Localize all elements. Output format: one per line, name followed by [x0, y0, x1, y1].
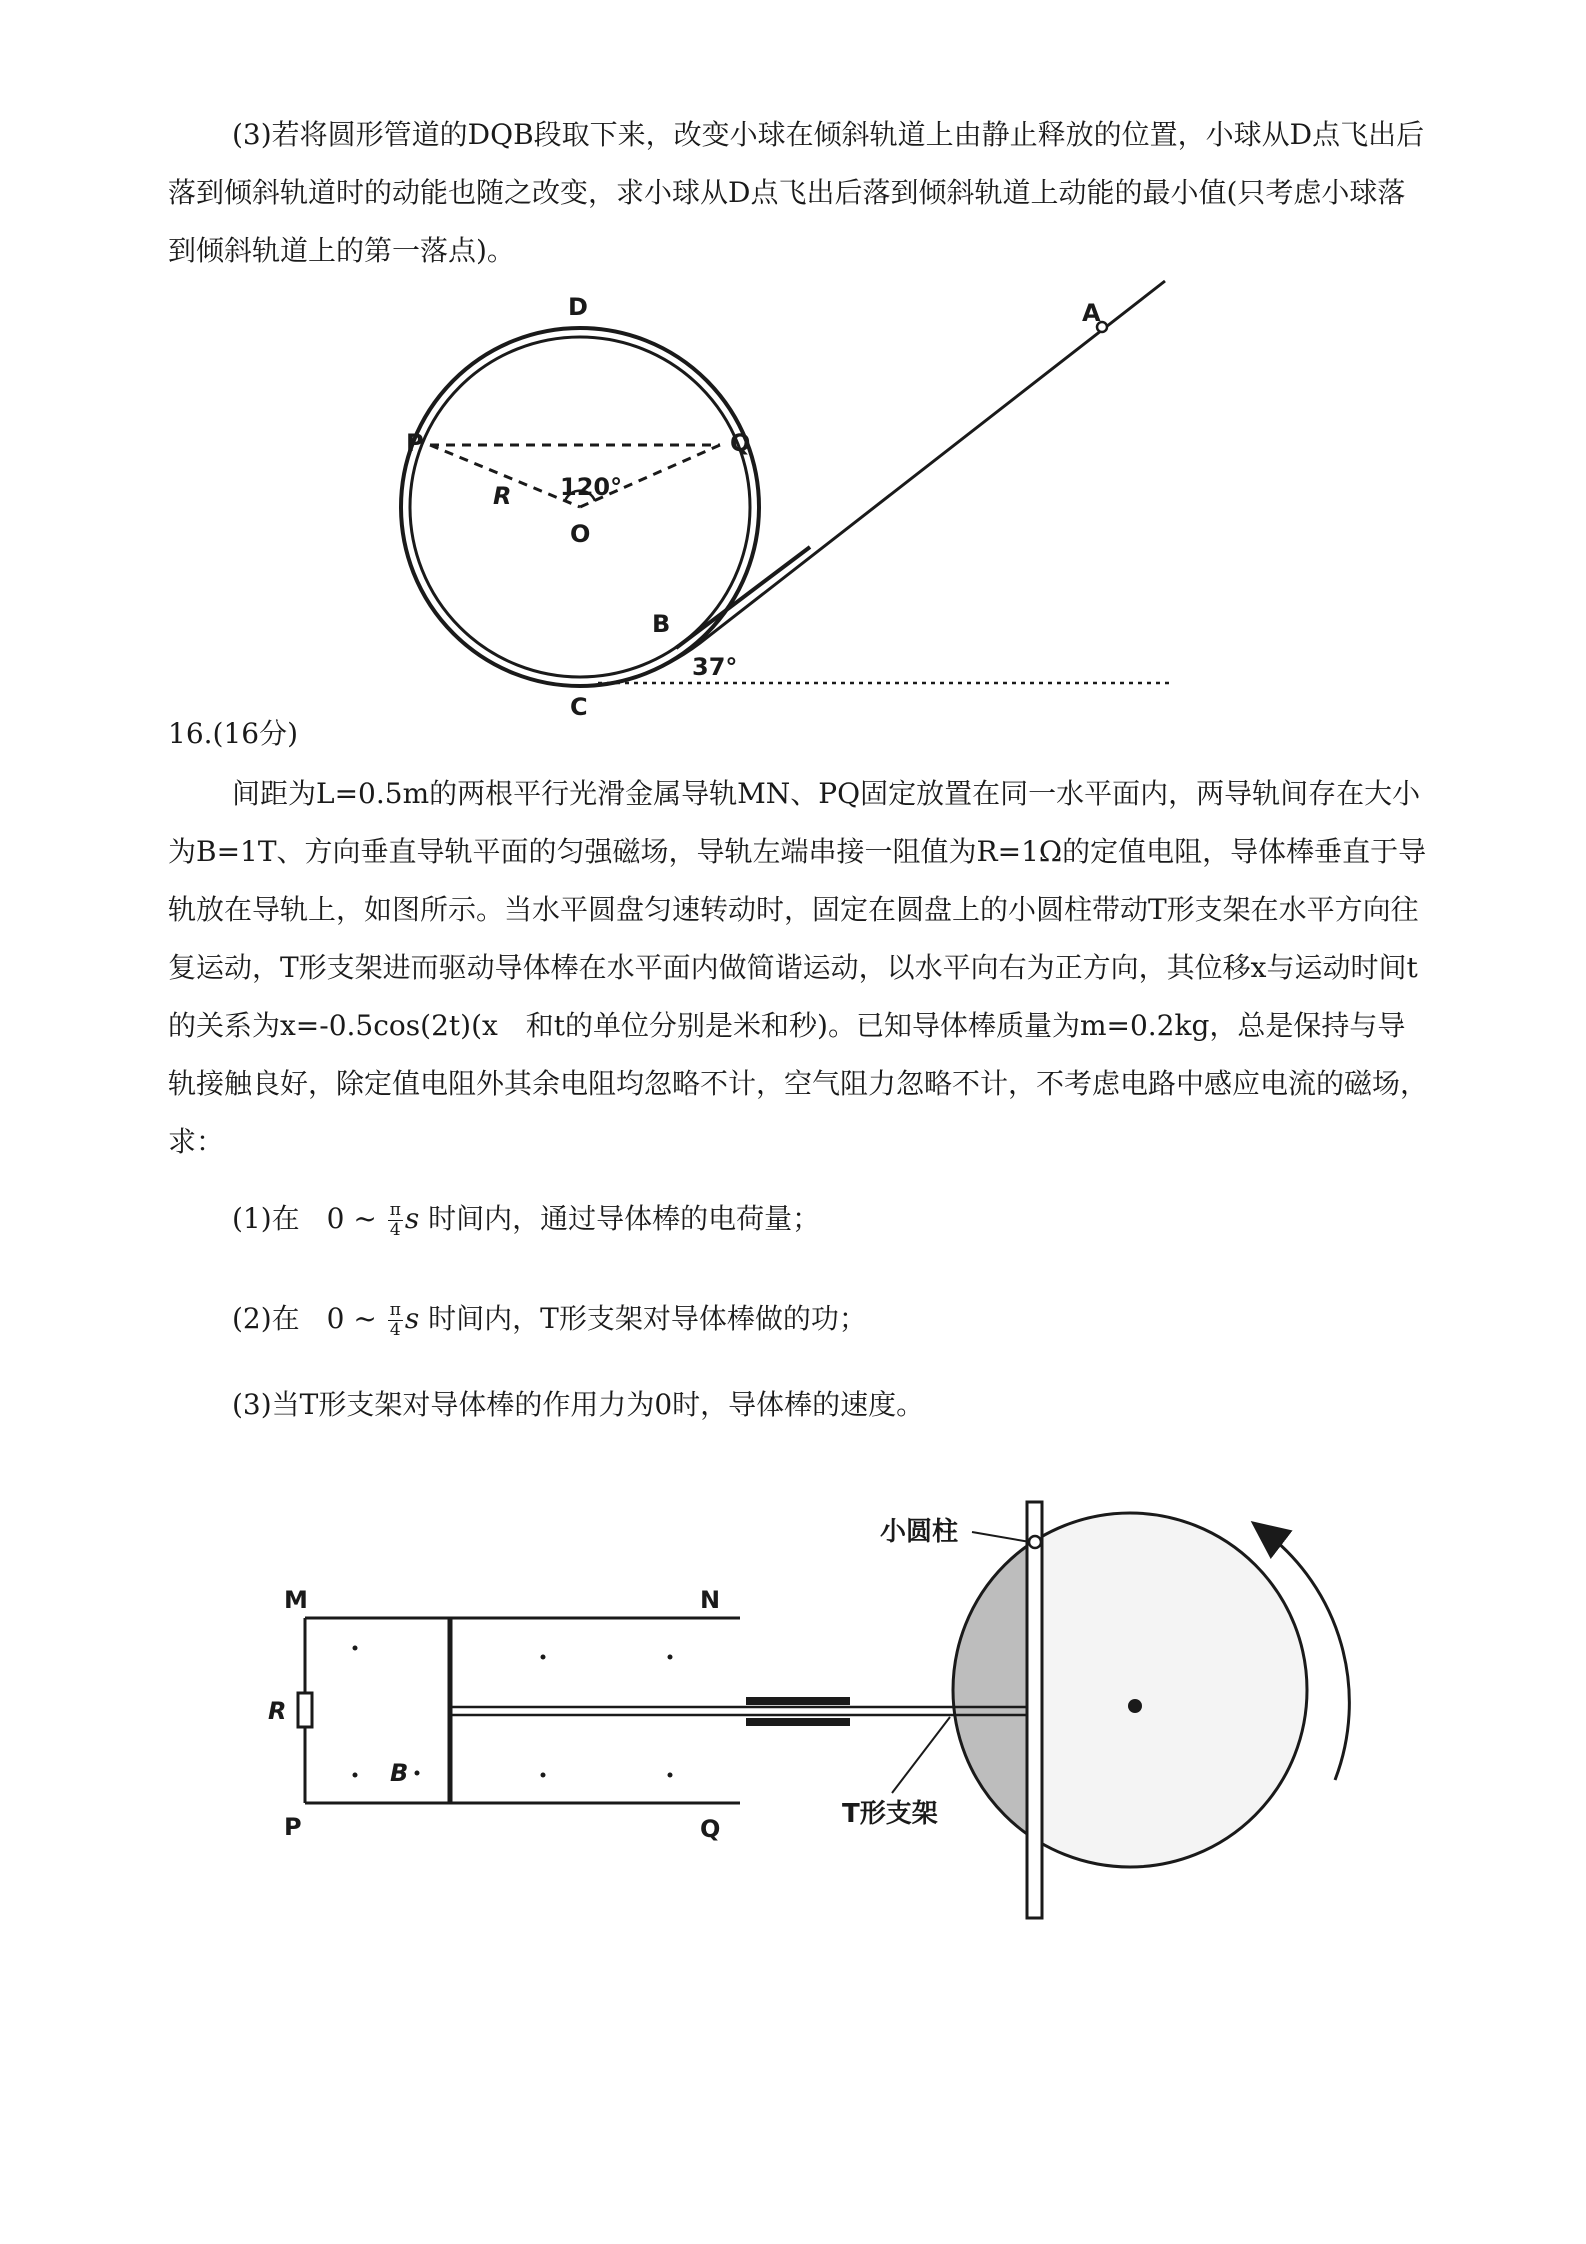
part2-interval-start: 0 [326, 1302, 345, 1335]
part2-prefix: (2)在 [232, 1302, 300, 1335]
field-dot [353, 1773, 358, 1778]
label-angle-120: 120° [560, 473, 623, 501]
part2-interval-unit: s [404, 1302, 420, 1335]
part1-interval-start: 0 [326, 1202, 345, 1235]
part1-interval [326, 1200, 429, 1240]
incline-track-inner [676, 547, 810, 648]
label-c: C [570, 693, 588, 721]
q16-part1 [232, 1197, 820, 1240]
incline-track-outer [588, 281, 1165, 686]
disc-center-dot [1128, 1699, 1142, 1713]
label-o: O [570, 520, 591, 548]
cylinder-pointer [972, 1532, 1030, 1542]
field-dot [668, 1773, 673, 1778]
label-q: Q [730, 429, 751, 457]
part1-interval-tilde: ~ [353, 1202, 377, 1235]
label-p2: P [284, 1813, 302, 1841]
q16-header: 16.(16分) [168, 717, 299, 750]
guide-sleeve-bottom [746, 1718, 850, 1726]
field-dot [668, 1655, 673, 1660]
guide-sleeve-top [746, 1697, 850, 1705]
field-dot [415, 1771, 420, 1776]
part2-frac-den: 4 [389, 1320, 401, 1340]
label-a: A [1082, 299, 1101, 327]
field-dot [353, 1646, 358, 1651]
label-angle-37: 37° [692, 653, 738, 681]
small-cylinder [1029, 1536, 1041, 1548]
field-dot [541, 1655, 546, 1660]
label-b: B [652, 610, 671, 638]
part1-interval-unit: s [404, 1202, 420, 1235]
label-tframe: T形支架 [842, 1799, 938, 1829]
part1-fraction [388, 1201, 403, 1240]
label-q2: Q [700, 1815, 721, 1843]
part1-prefix: (1)在 [232, 1202, 300, 1235]
label-d: D [568, 293, 588, 321]
part1-frac-num: π [389, 1200, 401, 1220]
q16-part2 [232, 1297, 867, 1340]
field-dot [541, 1773, 546, 1778]
label-m: M [284, 1586, 308, 1614]
part2-suffix: 时间内，T形支架对导体棒做的功； [428, 1302, 867, 1335]
figure-circle-track [380, 270, 1200, 730]
figure-rails-disc [260, 1490, 1400, 1940]
tframe-vertical-bar [1027, 1502, 1042, 1918]
label-r: R [493, 482, 512, 510]
part2-frac-num: π [389, 1300, 401, 1320]
resistor [298, 1693, 312, 1727]
label-p: P [406, 429, 424, 457]
label-n: N [700, 1586, 721, 1614]
tframe-pointer [892, 1717, 950, 1793]
part2-interval [326, 1300, 429, 1340]
part2-fraction [388, 1301, 403, 1340]
q15-part3-text: (3)若将圆形管道的DQB段取下来，改变小球在倾斜轨道上由静止释放的位置，小球从D点飞出后落到倾斜轨道时的动能也随之改变，求小球从D点飞出后落到倾斜轨道上动能的最小值(只考虑小球落到倾斜轨道上的第一落点)。 [168, 118, 1425, 267]
q16-body-text: 间距为L=0.5m的两根平行光滑金属导轨MN、PQ固定放置在同一水平面内，两导轨间存在大小为B=1T、方向垂直导轨平面的匀强磁场，导轨左端串接一阻值为R=1Ω的定值电阻，导体棒垂直于导轨放在导轨上，如图所示。当水平圆盘匀速转动时，固定在圆盘上的小圆柱带动T形支架在水平方向往复运动，T形支架进而驱动导体棒在水平面内做简谐运动，以水平向右为正方向，其位移x与运动时间t的关系为x=-0.5cos(2t)(x 和t的单位分别是米和秒)。已知导体棒质量为m=0.2kg，总是保持与导轨接触良好，除定值电阻外其余电阻均忽略不计，空气阻力忽略不计，不考虑电路中感应电流的磁场，求： [168, 777, 1429, 1158]
label-b2: B [390, 1759, 409, 1787]
q16-part3: (3)当T形支架对导体棒的作用力为0时，导体棒的速度。 [232, 1388, 925, 1421]
label-small-cylinder: 小圆柱 [880, 1517, 959, 1547]
part1-frac-den: 4 [389, 1220, 401, 1240]
part1-suffix: 时间内，通过导体棒的电荷量； [428, 1202, 821, 1235]
label-r2: R [268, 1697, 287, 1725]
part2-interval-tilde: ~ [353, 1302, 377, 1335]
